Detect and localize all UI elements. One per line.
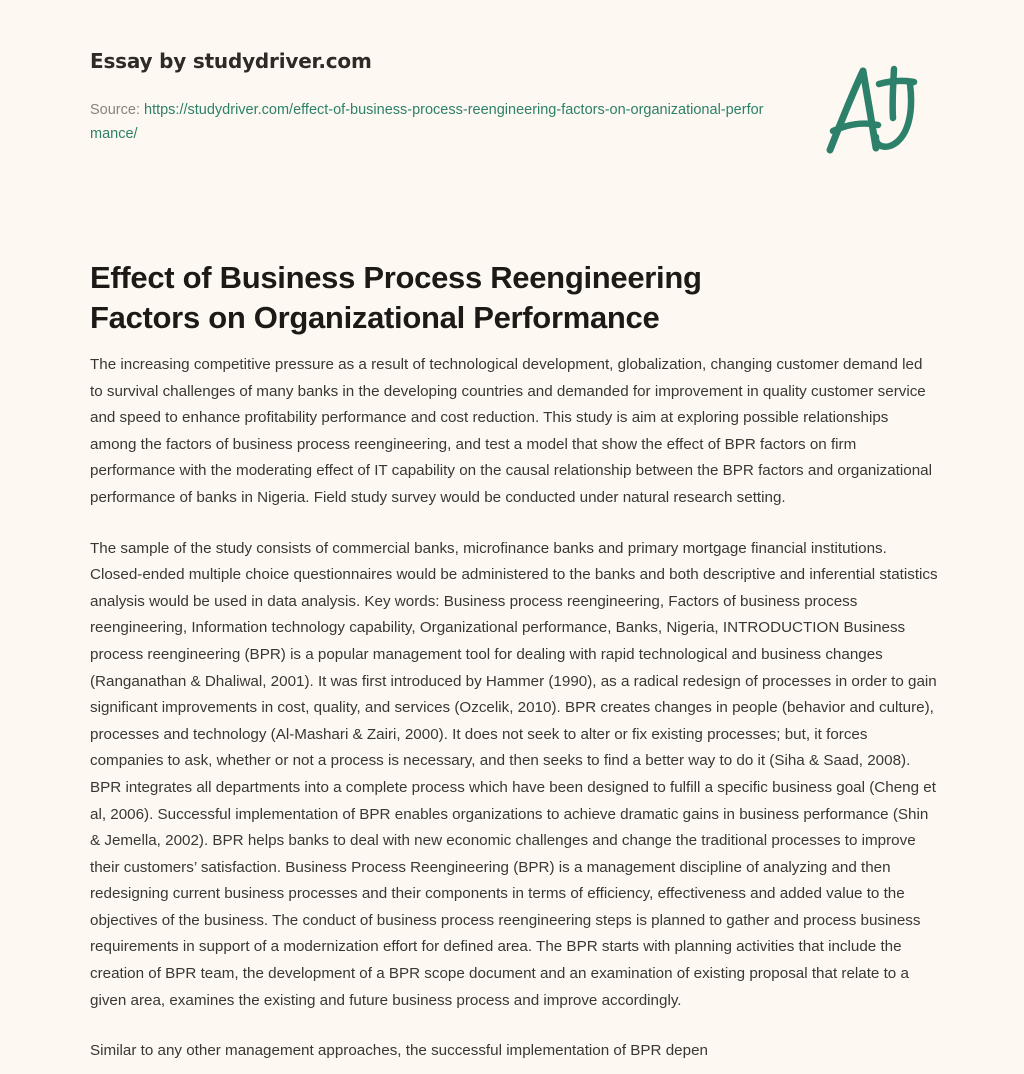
header-text-block [90,48,770,146]
document-header [0,0,1024,200]
body-paragraph: The sample of the study consists of commercial banks, microfinance banks and primary mortgage financial institutions. Closed-ended multiple choice questionnaires would be administered to the banks and both descriptive and inferential statistics analysis would be used in data analysis. Key words: Business process reengineering, Factors of business process reengineering, Information technology capability, Organizational performance, Banks, Nigeria, INTRODUCTION Business process reengineering (BPR) is a popular management tool for dealing with rapid technological and business changes (Ranganathan & Dhaliwal, 2001). It was first introduced by Hammer (1990), as a radical redesign of processes in order to gain significant improvements in cost, quality, and services (Ozcelik, 2010). BPR creates changes in people (behavior and culture), processes and technology (Al-Mashari & Zairi, 2000). It does not seek to alter or fix existing processes; but, it forces companies to ask, whether or not a process is necessary, and then seeks to find a better way to do it (Siha & Saad, 2008). BPR integrates all departments into a complete process which have been designed to fulfill a specific business goal (Cheng et al, 2006). Successful implementation of BPR enables organizations to achieve dramatic gains in business performance (Shin & Jemella, 2002). BPR helps banks to deal with new economic challenges and change the traditional processes to improve their customers’ satisfaction. Business Process Reengineering (BPR) is a management discipline of analyzing and then redesigning current business processes and their components in terms of efficiency, effectiveness and added value to the objectives of the business. The conduct of business process reengineering steps is planned to gather and process business requirements in support of a modernization effort for defined area. The BPR starts with planning activities that include the creation of BPR team, the development of a BPR scope document and an examination of existing proposal that relate to a given area, examines the existing and future business process and improve accordingly. [90,539,938,1009]
document-body [90,352,938,1065]
a-plus-logo-icon [806,52,926,172]
source-url-link[interactable]: https://studydriver.com/effect-of-business-process-reengineering-factors-on-organizational-performance/ [90,102,764,142]
a-plus-logo-svg [806,52,926,172]
source-label: Source: [90,102,144,118]
source-line [90,98,770,146]
essay-byline: Essay by studydriver.com [90,49,372,73]
body-paragraph: Similar to any other management approaches, the successful implementation of BPR depen [90,1042,708,1060]
body-paragraph: The increasing competitive pressure as a result of technological development, globalization, changing customer demand led to survival challenges of many banks in the developing countries and demanded for improvement in quality customer service and speed to enhance profitability performance and cost reduction. This study is aim at exploring possible relationships among the factors of business process reengineering, and test a model that show the effect of BPR factors on firm performance with the moderating effect of IT capability on the causal relationship between the BPR factors and organizational performance of banks in Nigeria. Field study survey would be conducted under natural research setting. [90,356,932,506]
page-title: Effect of Business Process Reengineering Factors on Organizational Performance [90,260,702,335]
